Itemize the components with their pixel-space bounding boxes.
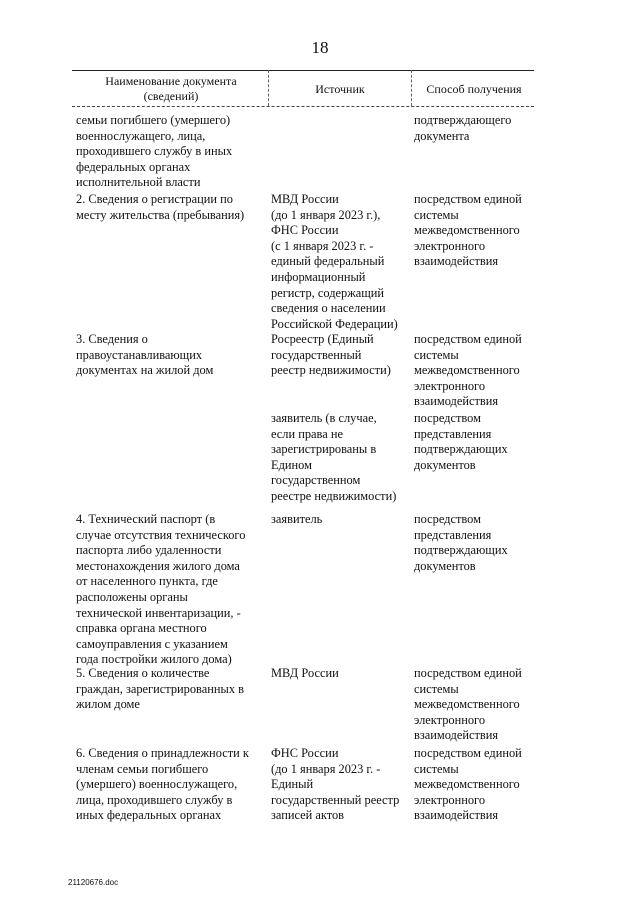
table-header-separator <box>411 70 412 106</box>
header-source: Источник <box>315 82 365 96</box>
document-filename: 21120676.doc <box>68 878 119 887</box>
page-number: 18 <box>311 38 329 57</box>
table-row-cell-source: заявитель (в случае, если права не зарегистрированы в Едином государственном реестре недвижимости) <box>271 411 397 503</box>
table-row-cell-document: 6. Сведения о принадлежности к членам семьи погибшего (умершего) военнослужащего, лица, проходившего службу в иных федеральных органах <box>76 746 249 823</box>
table-row-cell-document: 2. Сведения о регистрации по месту жительства (пребывания) <box>76 192 245 222</box>
table-row-cell-source: МВД России <box>271 666 339 680</box>
table-row-cell-method: посредством единой системы межведомственного электронного взаимодействия <box>414 666 522 743</box>
header-method: Способ получения <box>426 82 522 96</box>
table-header-bottom-border <box>72 106 534 107</box>
table-row-cell-document: 4. Технический паспорт (в случае отсутствия технического паспорта либо удаленности местонахождения жилого дома от населенного пункта, где расположены органы технической инвентаризации, - справка органа местного самоуправления с указанием года постройки жилого дома) <box>76 512 246 667</box>
table-row-cell-method: подтверждающего документа <box>414 113 512 143</box>
table-row-cell-method: посредством единой системы межведомственного электронного взаимодействия <box>414 192 522 269</box>
table-row-cell-document: 5. Сведения о количестве граждан, зарегистрированных в жилом доме <box>76 666 244 712</box>
table-row-cell-source: МВД России (до 1 января 2023 г.), ФНС России (с 1 января 2023 г. - единый федеральный информационный регистр, содержащий сведения о населении Российской Федерации) <box>271 192 398 331</box>
table-row-cell-document: семьи погибшего (умершего) военнослужащего, лица, проходившего службу в иных федеральных органах исполнительной власти <box>76 113 233 190</box>
table-row-cell-method: посредством единой системы межведомственного электронного взаимодействия <box>414 746 522 823</box>
table-row-cell-method: посредством представления подтверждающих документов <box>414 512 508 573</box>
table-row-cell-method: посредством единой системы межведомственного электронного взаимодействия <box>414 332 522 409</box>
header-document-name: Наименование документа (сведений) <box>105 74 237 103</box>
table-header-top-border <box>72 70 534 71</box>
table-row-cell-source: Росреестр (Единый государственный реестр недвижимости) <box>271 332 391 378</box>
table-row-cell-document: 3. Сведения о правоустанавливающих документах на жилой дом <box>76 332 214 378</box>
table-header-separator <box>268 70 269 106</box>
table-row-cell-source: заявитель <box>271 512 323 526</box>
table-row-cell-method: посредством представления подтверждающих документов <box>414 411 508 472</box>
table-row-cell-source: ФНС России (до 1 января 2023 г. - Единый государственный реестр записей актов <box>271 746 400 823</box>
